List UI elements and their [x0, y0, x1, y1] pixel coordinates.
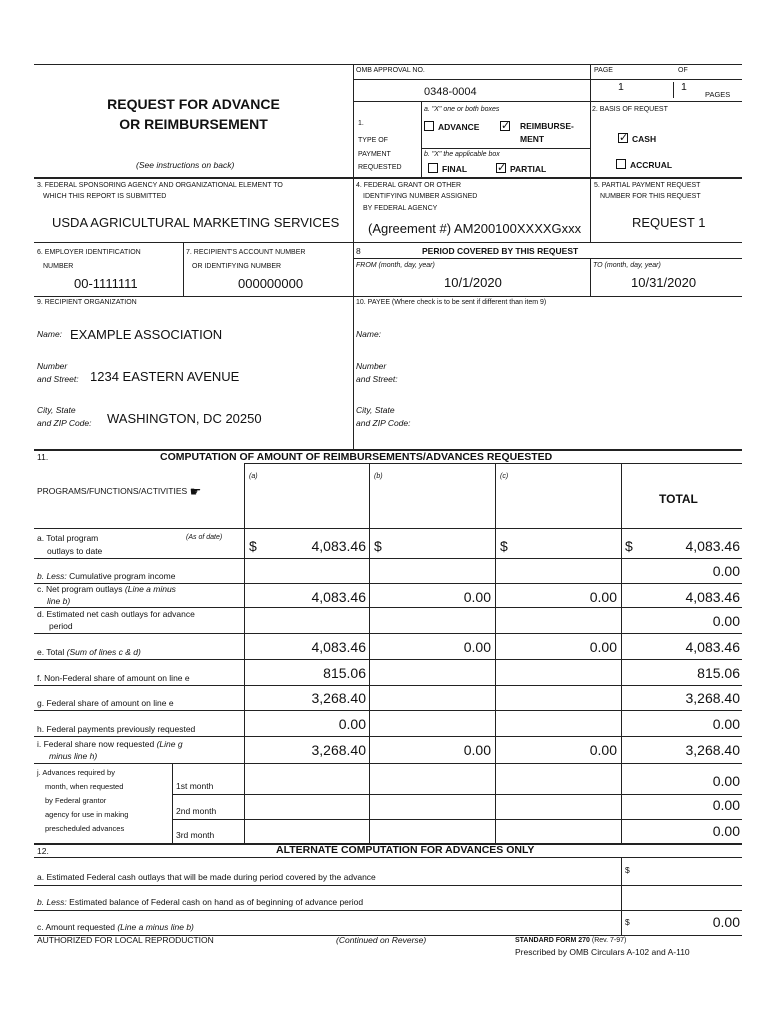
row-g-col-a[interactable]: 3,268.40: [311, 690, 366, 706]
row-h-label: h. Federal payments previously requested: [37, 724, 196, 734]
omb-approval-label: OMB APPROVAL NO.: [356, 67, 425, 74]
dollar-sign: $: [625, 865, 630, 875]
accrual-option[interactable]: [616, 159, 672, 170]
row-b-total[interactable]: 0.00: [712, 563, 740, 579]
final-label: FINAL: [442, 164, 468, 174]
row-g-total[interactable]: 3,268.40: [685, 690, 740, 706]
row-h-total[interactable]: 0.00: [712, 716, 740, 732]
month-3-label: 3rd month: [176, 830, 215, 840]
row-d-label-1: d. Estimated net cash outlays for advance: [37, 609, 195, 619]
payee-street-label-2[interactable]: and Street:: [356, 374, 398, 384]
payment-type-b-note: b. "X" the applicable box: [424, 151, 500, 158]
month-2-label: 2nd month: [176, 806, 217, 816]
rule: [34, 64, 742, 65]
row-e-text: e. Total: [37, 647, 65, 657]
month-1-label: 1st month: [176, 781, 214, 791]
rule: [244, 463, 245, 843]
ein-value[interactable]: 00-1111111: [74, 276, 138, 291]
rule: [34, 857, 742, 858]
rule: [353, 101, 742, 102]
final-checkbox[interactable]: [428, 163, 438, 173]
row-a-col-a[interactable]: 4,083.46: [311, 538, 366, 554]
continued-note: (Continued on Reverse): [336, 935, 427, 945]
dollar-sign: $: [500, 538, 508, 554]
grant-label-2: IDENTIFYING NUMBER ASSIGNED: [363, 193, 478, 200]
alternate-row-c-formula: (Line a minus line b): [117, 922, 194, 932]
rule: [172, 819, 742, 820]
grant-label-1: 4. FEDERAL GRANT OR OTHER: [356, 182, 462, 189]
agency-label-1: 3. FEDERAL SPONSORING AGENCY AND ORGANIZATIONAL ELEMENT TO: [37, 182, 283, 189]
rule: [421, 148, 590, 149]
basis-label: 2. BASIS OF REQUEST: [592, 106, 668, 113]
partial-label: PARTIAL: [510, 164, 547, 174]
recipient-street-label-1: Number: [37, 361, 68, 371]
omb-number: 0348-0004: [424, 86, 477, 98]
rule: [673, 82, 674, 98]
row-j-label-1: j. Advances required by: [37, 768, 115, 777]
partial-checkbox[interactable]: [496, 163, 506, 173]
period-to-label: TO (month, day, year): [593, 262, 661, 269]
payment-type-number: 1.: [358, 120, 364, 127]
page-total[interactable]: 1: [681, 81, 687, 93]
final-option[interactable]: [428, 163, 467, 174]
rule: [183, 242, 184, 296]
rule: [34, 910, 742, 911]
rule: [34, 633, 742, 634]
row-g-label: g. Federal share of amount on line e: [37, 698, 174, 708]
advance-label: ADVANCE: [438, 122, 480, 132]
pages-label: PAGES: [705, 90, 731, 99]
payment-type-label-2: PAYMENT: [358, 151, 391, 158]
row-c-col-c[interactable]: 0.00: [589, 589, 617, 605]
rule: [34, 685, 742, 686]
row-i-formula: (Line g: [156, 739, 183, 749]
row-j-month-2-total[interactable]: 0.00: [712, 797, 740, 813]
payment-type-a-note: a. "X" one or both boxes: [424, 106, 500, 113]
reimbursement-label-1: REIMBURSE-: [520, 121, 574, 131]
ein-label-1: 6. EMPLOYER IDENTIFICATION: [37, 249, 141, 256]
partial-request-label-1: 5. PARTIAL PAYMENT REQUEST: [594, 182, 701, 189]
row-j-label-2: month, when requested: [45, 782, 124, 791]
accrual-checkbox[interactable]: [616, 159, 626, 169]
cash-checkbox[interactable]: [618, 133, 628, 143]
advance-option[interactable]: [424, 121, 479, 132]
prescribed-note: Prescribed by OMB Circulars A-102 and A-110: [515, 947, 690, 957]
total-column-header: TOTAL: [659, 492, 698, 506]
rule: [34, 885, 742, 886]
rule: [34, 177, 742, 179]
rule: [353, 64, 354, 449]
row-j-label-3: by Federal grantor: [45, 796, 107, 805]
partial-option[interactable]: [496, 163, 546, 174]
row-c-total[interactable]: 4,083.46: [685, 589, 740, 605]
rule: [590, 64, 591, 242]
dollar-sign: $: [249, 538, 257, 554]
grant-label-3: BY FEDERAL AGENCY: [363, 205, 438, 212]
rule: [34, 710, 742, 711]
row-i-col-a[interactable]: 3,268.40: [311, 742, 366, 758]
rule: [34, 763, 742, 764]
account-label-2: OR IDENTIFYING NUMBER: [192, 263, 282, 270]
row-f-col-a[interactable]: 815.06: [323, 665, 366, 681]
period-from-label: FROM (month, day, year): [356, 262, 435, 269]
alternate-amount-requested[interactable]: 0.00: [712, 914, 740, 930]
standard-form-number: STANDARD FORM 270: [515, 937, 590, 944]
payment-type-label-3: REQUESTED: [358, 164, 402, 171]
dollar-sign: $: [625, 538, 633, 554]
instructions-note: (See instructions on back): [136, 160, 235, 170]
page-number[interactable]: 1: [618, 81, 624, 93]
rule: [34, 528, 742, 529]
rule: [172, 763, 173, 843]
rule: [353, 79, 742, 80]
alternate-number: 12.: [37, 846, 49, 856]
row-j-month-3-total[interactable]: 0.00: [712, 823, 740, 839]
alternate-title: ALTERNATE COMPUTATION FOR ADVANCES ONLY: [276, 844, 535, 856]
reimbursement-checkbox[interactable]: [500, 121, 510, 131]
computation-number: 11.: [37, 452, 49, 462]
of-label: OF: [678, 67, 688, 74]
recipient-label: 9. RECIPIENT ORGANIZATION: [37, 299, 137, 306]
recipient-city-label-1: City, State: [37, 405, 76, 415]
agency-label-2: WHICH THIS REPORT IS SUBMITTED: [43, 193, 167, 200]
programs-label: [37, 484, 201, 500]
rule: [172, 794, 742, 795]
row-j-label-5: prescheduled advances: [45, 824, 125, 833]
row-a-label-2: outlays to date: [47, 546, 103, 556]
standard-form-label: [515, 937, 626, 944]
row-a-total[interactable]: 4,083.46: [685, 538, 740, 554]
row-e-formula: (Sum of lines c & d): [66, 647, 141, 657]
row-j-label-4: agency for use in making: [45, 810, 129, 819]
column-a-header: (a): [249, 473, 258, 480]
rule: [34, 296, 742, 297]
row-i-label-2: minus line h): [49, 751, 98, 761]
row-c-label-1: [37, 584, 176, 594]
rule: [353, 258, 742, 259]
row-f-total[interactable]: 815.06: [697, 665, 740, 681]
payee-city-label-2[interactable]: and ZIP Code:: [356, 418, 411, 428]
column-c-header: (c): [500, 473, 509, 480]
grant-value[interactable]: (Agreement #) AM200100XXXXGxxx: [368, 221, 582, 236]
alternate-row-b-text: Estimated balance of Federal cash on hand as of beginning of advance period: [69, 897, 364, 907]
cash-label: CASH: [632, 134, 657, 144]
row-e-col-c[interactable]: 0.00: [589, 639, 617, 655]
ein-label-2: NUMBER: [43, 263, 74, 270]
row-i-label-1: [37, 739, 183, 749]
alternate-row-c-label: [37, 922, 194, 932]
advance-checkbox[interactable]: [424, 121, 434, 131]
rule: [34, 242, 742, 243]
row-c-text: c. Net program outlays: [37, 584, 123, 594]
agency-value[interactable]: USDA AGRICULTURAL MARKETING SERVICES: [52, 215, 340, 230]
payee-name-label[interactable]: Name:: [356, 329, 382, 339]
reimbursement-label-2: MENT: [520, 134, 545, 144]
form-title-line2: OR REIMBURSEMENT: [119, 116, 268, 132]
rule: [421, 101, 422, 177]
recipient-city-label-2: and ZIP Code:: [37, 418, 92, 428]
account-label-1: 7. RECIPIENT'S ACCOUNT NUMBER: [186, 249, 306, 256]
recipient-street-label-2: and Street:: [37, 374, 79, 384]
row-i-text: i. Federal share now requested: [37, 739, 155, 749]
row-h-col-a[interactable]: 0.00: [338, 716, 366, 732]
alternate-row-a-label: a. Estimated Federal cash outlays that will be made during period covered by the advance: [37, 872, 376, 882]
row-c-col-a[interactable]: 4,083.46: [311, 589, 366, 605]
as-of-date-label: (As of date): [186, 534, 223, 541]
row-b-less: b. Less:: [37, 571, 67, 581]
alternate-row-c-text: c. Amount requested: [37, 922, 115, 932]
row-e-col-a[interactable]: 4,083.46: [311, 639, 366, 655]
row-b-text: Cumulative program income: [69, 571, 176, 581]
period-from-value[interactable]: 10/1/2020: [444, 275, 502, 290]
local-reproduction-note: AUTHORIZED FOR LOCAL REPRODUCTION: [37, 935, 214, 945]
account-value[interactable]: 000000000: [238, 276, 304, 291]
row-d-total[interactable]: 0.00: [712, 613, 740, 629]
accrual-label: ACCRUAL: [630, 160, 673, 170]
alternate-row-b-less: b. Less:: [37, 897, 67, 907]
payee-street-label-1: Number: [356, 361, 387, 371]
row-f-label: f. Non-Federal share of amount on line e: [37, 673, 190, 683]
partial-request-label-2: NUMBER FOR THIS REQUEST: [600, 193, 701, 200]
form-title-line1: REQUEST FOR ADVANCE: [107, 96, 280, 112]
standard-form-revision: (Rev. 7-97): [591, 937, 627, 944]
row-e-total[interactable]: 4,083.46: [685, 639, 740, 655]
cash-option[interactable]: [618, 133, 656, 144]
row-c-label-2: line b): [47, 596, 71, 606]
programs-label-text: PROGRAMS/FUNCTIONS/ACTIVITIES: [37, 486, 188, 496]
rule: [244, 463, 742, 464]
row-i-col-c[interactable]: 0.00: [589, 742, 617, 758]
row-i-total[interactable]: 3,268.40: [685, 742, 740, 758]
recipient-city-value[interactable]: WASHINGTON, DC 20250: [107, 411, 262, 426]
payee-city-label-1: City, State: [356, 405, 395, 415]
period-to-value[interactable]: 10/31/2020: [631, 275, 697, 290]
row-j-month-1-total[interactable]: 0.00: [712, 773, 740, 789]
payee-label: 10. PAYEE (Where check is to be sent if different than item 9): [356, 299, 547, 306]
period-title: PERIOD COVERED BY THIS REQUEST: [422, 246, 579, 256]
row-i-col-b[interactable]: 0.00: [463, 742, 491, 758]
recipient-name-label: Name:: [37, 329, 63, 339]
rule: [34, 558, 742, 559]
recipient-street-value[interactable]: 1234 EASTERN AVENUE: [90, 369, 240, 384]
partial-request-value[interactable]: REQUEST 1: [632, 215, 706, 230]
row-d-label-2: period: [49, 621, 73, 631]
row-c-col-b[interactable]: 0.00: [463, 589, 491, 605]
rule: [590, 258, 591, 296]
page-label: PAGE: [594, 67, 613, 74]
dollar-sign: $: [625, 917, 630, 927]
rule: [34, 607, 742, 608]
rule: [34, 736, 742, 737]
row-a-label-1: a. Total program: [37, 533, 99, 543]
alternate-row-b-label: [37, 897, 363, 907]
rule: [34, 659, 742, 660]
dollar-sign: $: [374, 538, 382, 554]
row-b-label: [37, 571, 175, 581]
period-number: 8: [356, 246, 361, 256]
recipient-name-value[interactable]: EXAMPLE ASSOCIATION: [70, 327, 223, 342]
row-e-label: [37, 647, 141, 657]
reimbursement-option[interactable]: [500, 121, 514, 132]
column-b-header: (b): [374, 473, 383, 480]
pointer-hand-icon: ☛: [189, 484, 202, 499]
payment-type-label-1: TYPE OF: [358, 137, 388, 144]
computation-title: COMPUTATION OF AMOUNT OF REIMBURSEMENTS/ADVANCES REQUESTED: [160, 451, 553, 463]
row-c-formula: (Line a minus: [124, 584, 176, 594]
row-e-col-b[interactable]: 0.00: [463, 639, 491, 655]
